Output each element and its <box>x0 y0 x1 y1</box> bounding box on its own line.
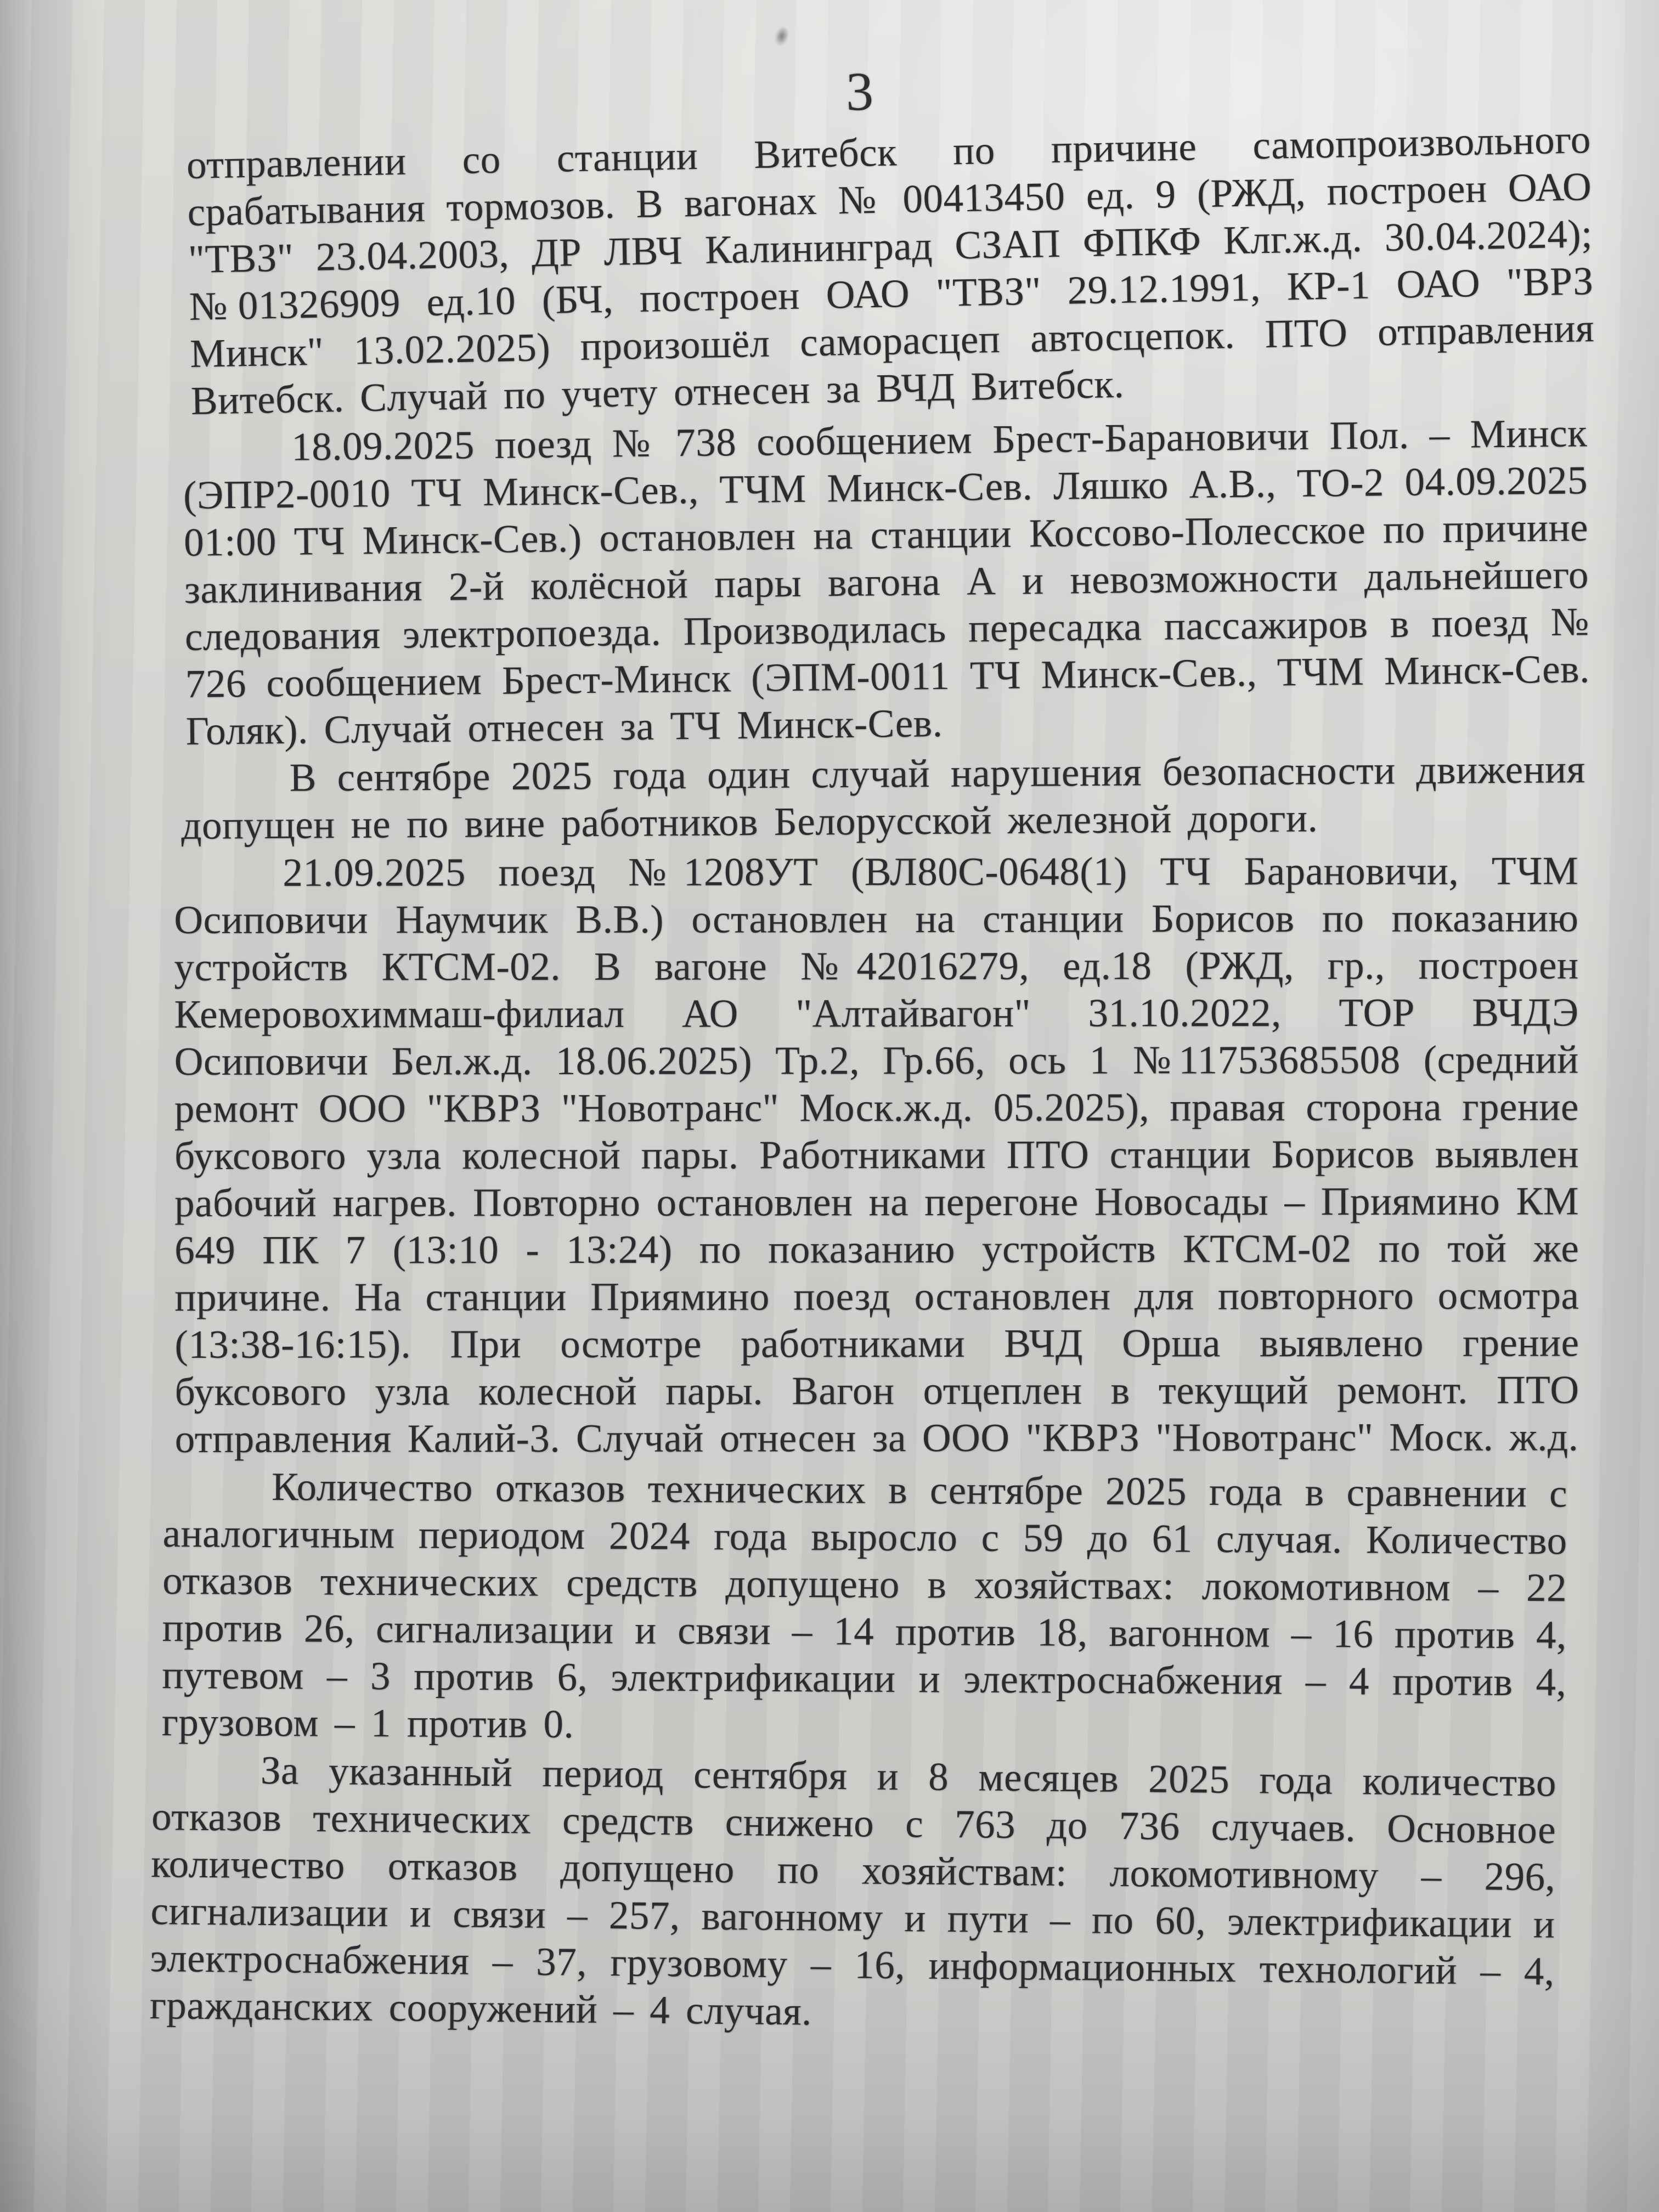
paragraph-technical-failures-september: Количество отказов технических в сентябре 2025 года в сравнении с аналогичным периодом 2024 года выросло с 59 до 61 случая. Количество отказов технических средств допущено в хозяйствах: локомотивном – 22 против 26, сигнализации и связи – 14 против 18, вагонном – 16 против 4, путевом – 3 против 6, электрификации и электроснабжения – 4 против 4, грузовом – 1 против 0. <box>161 1464 1568 1746</box>
paragraph-technical-failures-8-months: За указанный период сентября и 8 месяцев 2025 года количество отказов технических средств снижено с 763 до 736 случаев. Основное количество отказов допущено по хозяйствам: локомотивному – 296, сигнализации и связи – 257, вагонному и пути – по 60, электрификации и электроснабжения – 37, грузовому – 16, информационных технологий – 4, гражданских сооружений – 4 случая. <box>149 1747 1557 2034</box>
document-body <box>149 117 1595 2034</box>
page-number: 3 <box>845 60 874 122</box>
paragraph-september-safety-note: В сентябре 2025 года один случай нарушения безопасности движения допущен не по вине работников Белорусской железной дороги. <box>181 747 1585 848</box>
paragraph-train-1208ut-borisov-case: 21.09.2025 поезд №1208УТ (ВЛ80С-0648(1) ТЧ Барановичи, ТЧМ Осиповичи Наумчик В.В.) остановлен на станции Борисов по показанию устройств КТСМ-02. В вагоне №42016279, ед.18 (РЖД, гр., построен Кемеровохиммаш-филиал АО "Алтайвагон" 31.10.2022, ТОР ВЧДЭ Осиповичи Бел.ж.д. 18.06.2025) Тр.2, Гр.66, ось 1 №11753685508 (средний ремонт ООО "КВРЗ "Новотранс" Моск.ж.д. 05.2025), правая сторона грение буксового узла колесной пары. Работниками ПТО станции Борисов выявлен рабочий нагрев. Повторно остановлен на перегоне Новосады – Приямино КМ 649 ПК 7 (13:10 - 13:24) по показанию устройств КТСМ-02 по той же причине. На станции Приямино поезд остановлен для повторного осмотра (13:38-16:15). При осмотре работниками ВЧД Орша выявлено грение буксового узла колесной пары. Вагон отцеплен в текущий ремонт. ПТО отправления Калий-3. Случай отнесен за ООО "КВРЗ "Новотранс" Моск. ж.д. <box>174 848 1579 1461</box>
paragraph-train-738-kossovo-case: 18.09.2025 поезд № 738 сообщением Брест-Барановичи Пол. – Минск (ЭПР2-0010 ТЧ Минск-Сев., ТЧМ Минск-Сев. Ляшко А.В., ТО-2 04.09.2025 01:00 ТЧ Минск-Сев.) остановлен на станции Коссово-Полесское по причине заклинивания 2-й колёсной пары вагона А и невозможности дальнейшего следования электропоезда. Производилась пересадка пассажиров в поезд № 726 сообщением Брест-Минск (ЭПМ-0011 ТЧ Минск-Сев., ТЧМ Минск-Сев. Голяк). Случай отнесен за ТЧ Минск-Сев. <box>183 410 1590 753</box>
paragraph-vitebsk-uncoupling-case: отправлении со станции Витебск по причине самопроизвольного срабатывания тормозов. В вагонах № 00413450 ед. 9 (РЖД, построен ОАО "ТВЗ" 23.04.2003, ДР ЛВЧ Калининград СЗАП ФПКФ Клг.ж.д. 30.04.2024); №01326909 ед.10 (БЧ, построен ОАО "ТВЗ" 29.12.1991, КР-1 ОАО "ВРЗ Минск" 13.02.2025) произошёл саморасцеп автосцепок. ПТО отправления Витебск. Случай по учету отнесен за ВЧД Витебск. <box>186 117 1595 423</box>
